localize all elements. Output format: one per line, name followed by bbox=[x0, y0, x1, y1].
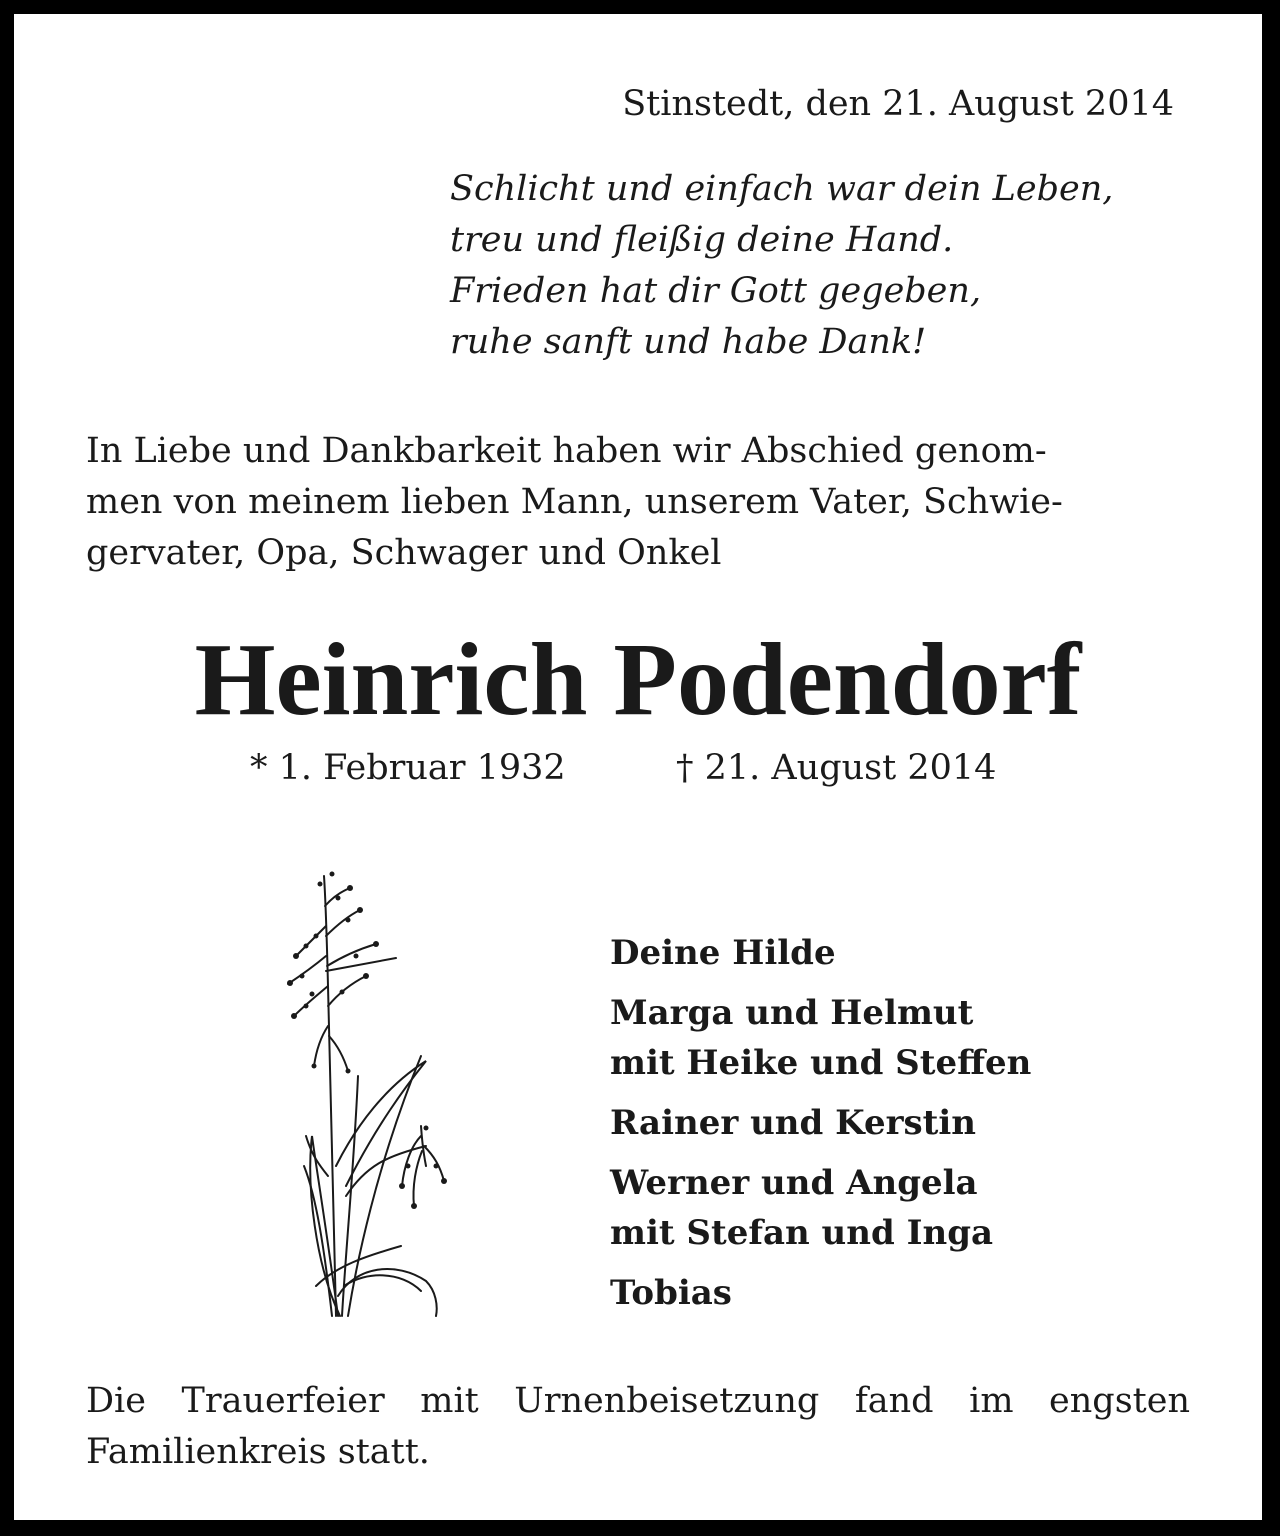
mourner-group bbox=[610, 1268, 1031, 1318]
mourner-line: Deine Hilde bbox=[610, 933, 836, 973]
mourner-line: Tobias bbox=[610, 1273, 732, 1313]
poem-line: Frieden hat dir Gott gegeben, bbox=[450, 271, 982, 311]
deceased-name: Heinrich Podendorf bbox=[194, 622, 1082, 737]
poem bbox=[450, 164, 1113, 368]
intro-line: In Liebe und Dankbarkeit haben wir Abschied genom- bbox=[86, 431, 1047, 471]
mourners-list bbox=[610, 928, 1031, 1328]
mourner-group bbox=[610, 1098, 1031, 1148]
poem-line: Schlicht und einfach war dein Leben, bbox=[450, 169, 1114, 209]
birth-date: * 1. Februar 1932 bbox=[250, 748, 566, 788]
grass-stalk-icon bbox=[276, 866, 456, 1326]
poem-line: ruhe sanft und habe Dank! bbox=[450, 322, 927, 362]
mourner-group bbox=[610, 1158, 1031, 1258]
mourner-group bbox=[610, 988, 1031, 1088]
mourner-line: Werner und Angela bbox=[610, 1163, 978, 1203]
mourner-line: Rainer und Kerstin bbox=[610, 1103, 976, 1143]
intro-text bbox=[86, 426, 1190, 579]
mourner-group bbox=[610, 928, 1031, 978]
poem-line: treu und fleißig deine Hand. bbox=[450, 220, 954, 260]
footer-line: Familienkreis statt. bbox=[86, 1432, 430, 1472]
death-date: † 21. August 2014 bbox=[676, 748, 997, 788]
mourner-line: mit Heike und Steffen bbox=[610, 1043, 1032, 1083]
mourner-line: mit Stefan und Inga bbox=[610, 1213, 994, 1253]
footer-line: Die Trauerfeier mit Urnenbeisetzung fand im engsten bbox=[86, 1381, 1190, 1421]
place-date-line: Stinstedt, den 21. August 2014 bbox=[622, 84, 1174, 124]
obituary-card bbox=[14, 14, 1262, 1520]
intro-line: gervater, Opa, Schwager und Onkel bbox=[86, 533, 722, 573]
intro-line: men von meinem lieben Mann, unserem Vater, Schwie- bbox=[86, 482, 1063, 522]
footer-note bbox=[86, 1376, 1190, 1478]
mourner-line: Marga und Helmut bbox=[610, 993, 974, 1033]
